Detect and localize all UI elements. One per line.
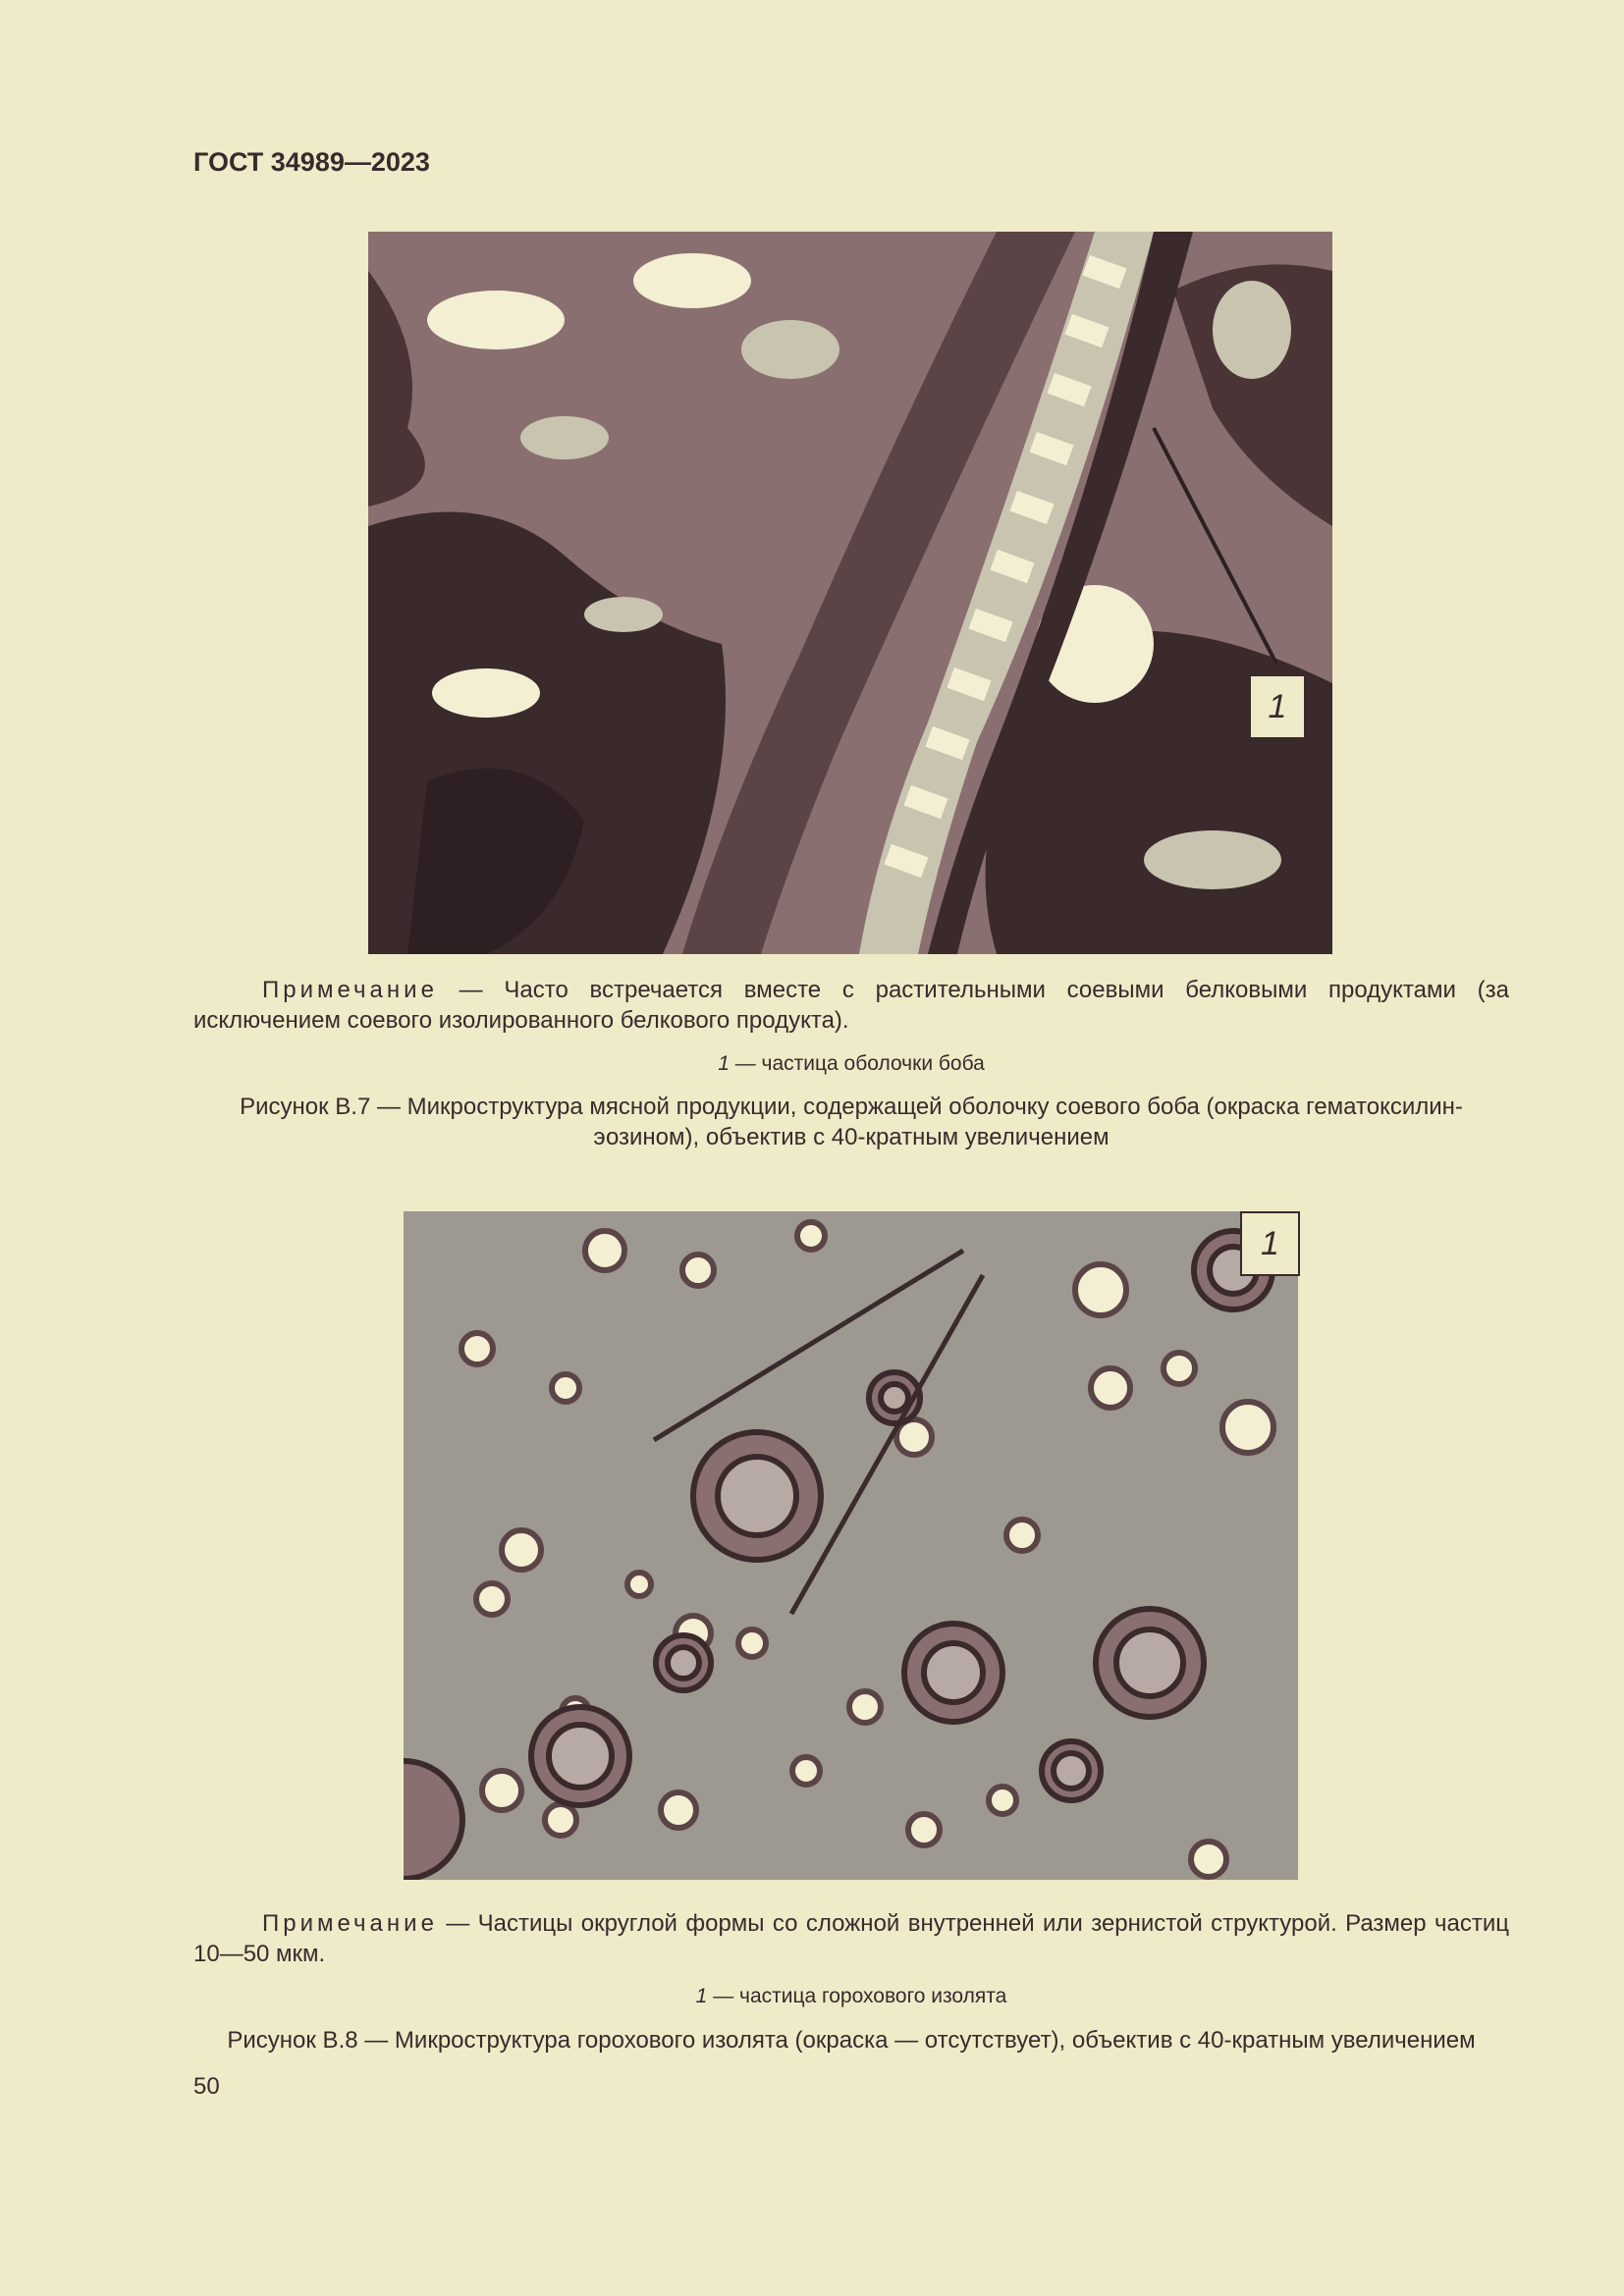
figure-b8-note (193, 1908, 1509, 1969)
figure-b7-caption: Рисунок В.7 — Микроструктура мясной продукции, содержащей оболочку соевого боба (окраска гематоксилин-эозином), объектив с 40-кратным увеличением (240, 1094, 1463, 1150)
document-header: ГОСТ 34989—2023 (193, 147, 430, 177)
figure-b8-caption: Рисунок В.8 — Микроструктура горохового изолята (окраска — отсутствует), объектив с 40-кратным увеличением (227, 2027, 1476, 2054)
note-label: Примечание (262, 1910, 438, 1937)
callout-label-1: 1 (1240, 1211, 1300, 1276)
note-text: — Частицы округлой формы со сложной внутренней или зернистой структурой. Размер частиц 10—50 мкм. (193, 1910, 1509, 1967)
page-number: 50 (193, 2073, 220, 2100)
micrograph-soy-hull (368, 232, 1332, 954)
callout-label-1: 1 (1249, 674, 1306, 739)
note-text: — Часто встречается вместе с растительными соевыми белковыми продуктами (за исключением соевого изолированного белкового продукта). (193, 977, 1509, 1034)
legend-text: — частица горохового изолята (707, 1985, 1007, 2007)
legend-text: — частица оболочки боба (729, 1052, 985, 1075)
legend-number: 1 (718, 1052, 730, 1075)
note-label: Примечание (262, 977, 438, 1003)
micrograph-pea-isolate (404, 1211, 1298, 1880)
figure-b7-legend (193, 1052, 1509, 1076)
legend-number: 1 (695, 1985, 708, 2007)
figure-b7-note (193, 975, 1509, 1036)
figure-b8-legend (193, 1985, 1509, 2008)
